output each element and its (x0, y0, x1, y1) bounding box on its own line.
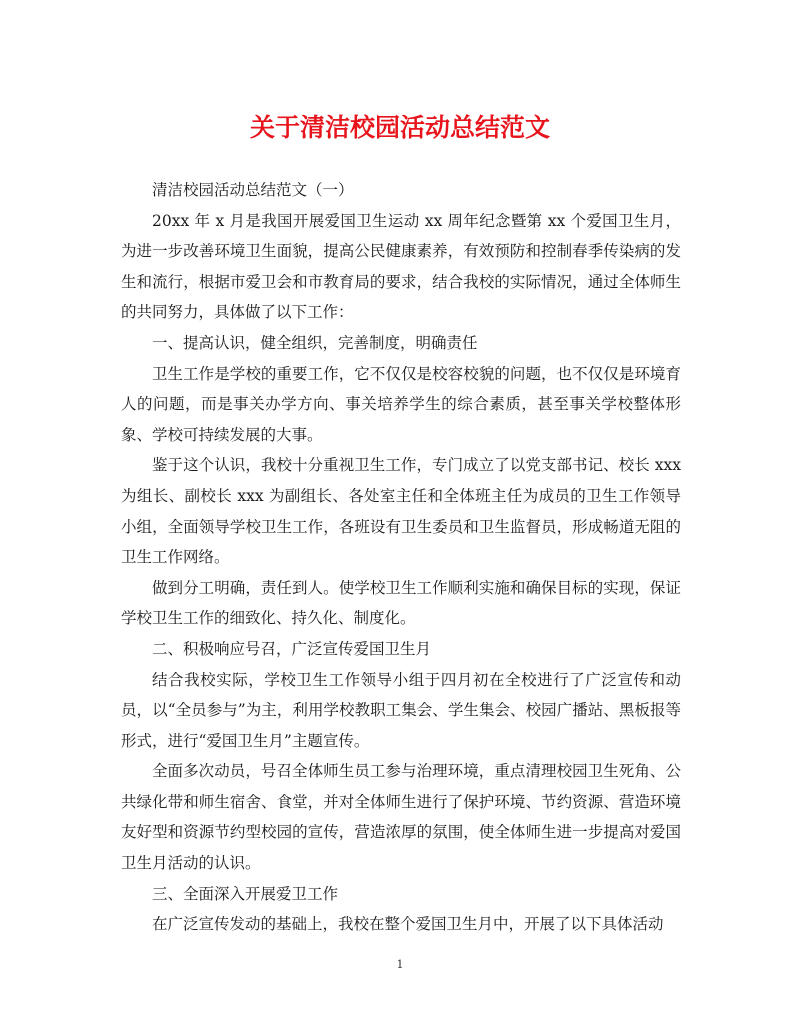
section-heading-2: 二、积极响应号召，广泛宣传爱国卫生月 (152, 639, 432, 658)
paragraph: 20xx 年 x 月是我国开展爱国卫生运动 xx 周年纪念暨第 xx 个爱国卫生月，为进一步改善环境卫生面貌，提高公民健康素养，有效预防和控制春季传染病的发生和流行，根据市爱卫会和市教育局的要求，结合我校的实际情况，通过全体师生的共同努力，具体做了以下工作： (121, 211, 681, 322)
paragraph: 做到分工明确，责任到人。使学校卫生工作顺利实施和确保目标的实现，保证学校卫生工作的细致化、持久化、制度化。 (121, 578, 681, 628)
page-number: 1 (396, 958, 404, 971)
paragraph: 结合我校实际，学校卫生工作领导小组于四月初在全校进行了广泛宣传和动员，以“全员参与”为主，利用学校教职工集会、学生集会、校园广播站、黑板报等形式，进行“爱国卫生月”主题宣传。 (121, 670, 681, 750)
paragraph: 鉴于这个认识，我校十分重视卫生工作，专门成立了以党支部书记、校长 xxx 为组长、副校长 xxx 为副组长、各处室主任和全体班主任为成员的卫生工作领导小组，全面领导学校卫生工作，各班设有卫生委员和卫生监督员，形成畅道无阻的卫生工作网络。 (121, 456, 681, 567)
section-heading-1: 一、提高认识，健全组织，完善制度，明确责任 (152, 333, 478, 352)
paragraph-subtitle: 清洁校园活动总结范文（一） (152, 181, 354, 199)
paragraph: 在广泛宣传发动的基础上，我校在整个爱国卫生月中，开展了以下具体活动 (152, 915, 664, 934)
paragraph: 全面多次动员，号召全体师生员工参与治理环境，重点清理校园卫生死角、公共绿化带和师生宿舍、食堂，并对全体师生进行了保护环境、节约资源、营造环境友好型和资源节约型校园的宣传，营造浓厚的氛围，使全体师生进一步提高对爱国卫生月活动的认识。 (121, 762, 681, 873)
document-body (121, 175, 681, 940)
document-title: 关于清洁校园活动总结范文 (249, 113, 550, 142)
paragraph: 卫生工作是学校的重要工作，它不仅仅是校容校貌的问题，也不仅仅是环境育人的问题，而是事关办学方向、事关培养学生的综合素质，甚至事关学校整体形象、学校可持续发展的大事。 (121, 364, 681, 444)
section-heading-3: 三、全面深入开展爱卫工作 (152, 884, 339, 903)
